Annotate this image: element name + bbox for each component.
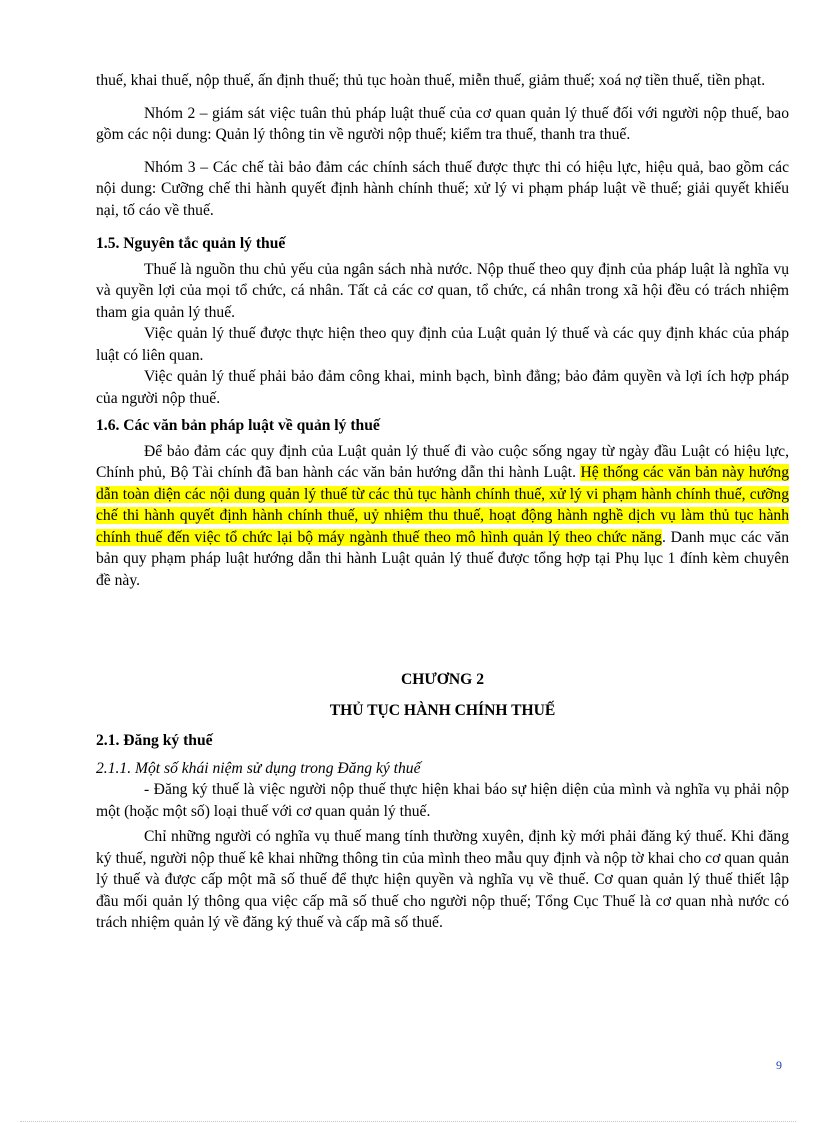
paragraph-thue-nguon-thu: Thuế là nguồn thu chủ yếu của ngân sách nhà nước. Nộp thuế theo quy định của pháp luật là nghĩa vụ và quyền lợi của mọi tổ chức, cá nhân. Tất cả các cơ quan, tổ chức, cá nhân trong xã hội đều có trách nhiệm tham gia quản lý thuế. — [96, 260, 789, 321]
paragraph-van-ban-tail: . Danh mục các văn bản quy phạm pháp luật hướng dẫn thi hành Luật quản lý thuế được tổng hợp tại Phụ lục 1 đính kèm chuyên đề này. — [96, 528, 789, 589]
heading-2-1-1: 2.1.1. Một số khái niệm sử dụng trong Đăng ký thuế — [96, 759, 421, 777]
paragraph-dang-ky-thue: - Đăng ký thuế là việc người nộp thuế thực hiện khai báo sự hiện diện của mình và nghĩa vụ phải nộp một (hoặc một số) loại thuế với cơ quan quản lý thuế. — [96, 781, 789, 820]
paragraph-van-ban-intro: Để bảo đảm các quy định của Luật quản lý thuế đi vào cuộc sống ngay từ ngày đầu Luật có hiệu lực, Chính phủ, Bộ Tài chính đã ban hành các văn bản hướng dẫn thi hành Luật. — [96, 442, 789, 481]
heading-1-5: 1.5. Nguyên tắc quản lý thuế — [96, 235, 286, 252]
highlighted-text: Hệ thống các văn bản này hướng dẫn toàn diện các nội dung quản lý thuế từ các thủ tục hành chính thuế, xử lý vi phạm hành chính thuế, cưỡng chế thi hành quyết định hành chính thuế, uỷ nhiệm thu thuế, hoạt động hành nghề dịch vụ làm thủ tục hành chính thuế đến việc tổ chức lại bộ máy ngành thuế theo mô hình quản lý theo chức năng — [96, 464, 789, 546]
page-number: 9 — [776, 1058, 782, 1072]
paragraph-continuation: thuế, khai thuế, nộp thuế, ấn định thuế; thủ tục hoàn thuế, miễn thuế, giảm thuế; xoá nợ tiền thuế, tiền phạt. — [96, 72, 766, 89]
page-bottom-divider — [20, 1121, 796, 1122]
chapter-label: CHƯƠNG 2 — [400, 671, 485, 688]
document-page — [96, 70, 789, 934]
paragraph-nghia-vu: Chỉ những người có nghĩa vụ thuế mang tính thường xuyên, định kỳ mới phải đăng ký thuế. Khi đăng ký thuế, người nộp thuế kê khai những thông tin của mình theo mẫu quy định và nộp tờ khai cho cơ quan quản lý thuế và được cấp một mã số thuế để thực hiện quyền và nghĩa vụ về thuế. Cơ quan quản lý thuế thiết lập đầu mối quản lý thông qua việc cấp mã số thuế cho người nộp thuế; Tổng Cục Thuế là cơ quan nhà nước có trách nhiệm quản lý về đăng ký thuế và cấp mã số thuế. — [96, 828, 789, 931]
paragraph-van-ban — [96, 441, 789, 592]
heading-2-1: 2.1. Đăng ký thuế — [96, 732, 213, 749]
heading-1-6: 1.6. Các văn bản pháp luật về quản lý thuế — [96, 417, 380, 434]
paragraph-nhom-2: Nhóm 2 – giám sát việc tuân thủ pháp luật thuế của cơ quan quản lý thuế đối với người nộp thuế, bao gồm các nội dung: Quản lý thông tin về người nộp thuế; kiểm tra thuế, thanh tra thuế. — [96, 104, 789, 143]
paragraph-quan-ly-thue-luat: Việc quản lý thuế được thực hiện theo quy định của Luật quản lý thuế và các quy định khác của pháp luật có liên quan. — [96, 325, 789, 364]
paragraph-nhom-3: Nhóm 3 – Các chế tài bảo đảm các chính sách thuế được thực thi có hiệu lực, hiệu quả, bao gồm các nội dung: Cưỡng chế thi hành quyết định hành chính thuế; xử lý vi phạm pháp luật về thuế; giải quyết khiếu nại, tố cáo về thuế. — [96, 158, 789, 219]
chapter-title: THỦ TỤC HÀNH CHÍNH THUẾ — [329, 701, 556, 719]
paragraph-cong-khai: Việc quản lý thuế phải bảo đảm công khai, minh bạch, bình đẳng; bảo đảm quyền và lợi ích hợp pháp của người nộp thuế. — [96, 368, 789, 407]
